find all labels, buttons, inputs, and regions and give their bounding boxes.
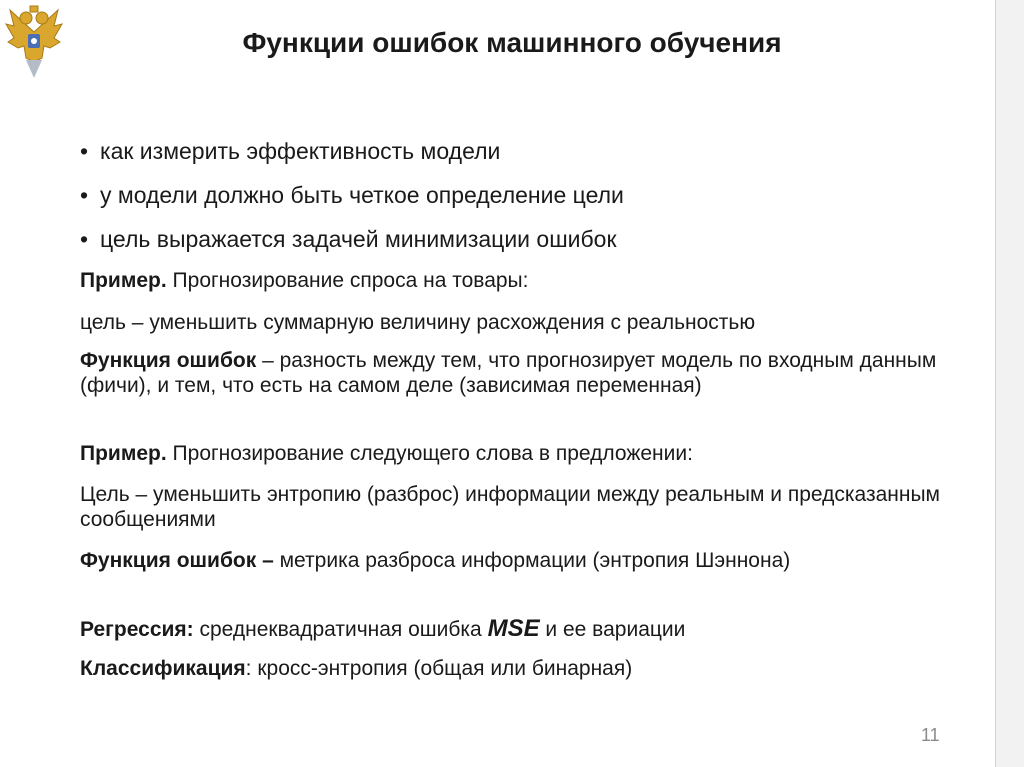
example-1: Пример. Прогнозирование спроса на товары:: [80, 269, 529, 292]
loss-function-1: Функция ошибок – разность между тем, что прогнозирует модель по входным данным (фичи), и тем, что есть на самом деле (зависимая переменная): [80, 349, 937, 397]
regression-line: Регрессия: среднеквадратичная ошибка MSE и ее вариации: [80, 615, 686, 642]
goal-1: цель – уменьшить суммарную величину расхождения с реальностью: [80, 311, 756, 334]
mse-label: MSE: [487, 615, 540, 642]
bullet-item: • цель выражается задачей минимизации ошибок: [80, 226, 617, 252]
goal-2: Цель – уменьшить энтропию (разброс) информации между реальным и предсказанным сообщениями: [80, 483, 940, 531]
page-number: 11: [921, 725, 940, 745]
bullet-item: • у модели должно быть четкое определение цели: [80, 182, 624, 208]
example-2: Пример. Прогнозирование следующего слова в предложении:: [80, 442, 693, 465]
loss-function-2: Функция ошибок – метрика разброса информации (энтропия Шэннона): [80, 549, 791, 572]
classification-line: Классификация: кросс-энтропия (общая или бинарная): [80, 657, 633, 680]
bullet-item: • как измерить эффективность модели: [80, 138, 501, 164]
bullet-list: [80, 135, 624, 267]
slide-title: Функции ошибок машинного обучения: [242, 27, 782, 58]
